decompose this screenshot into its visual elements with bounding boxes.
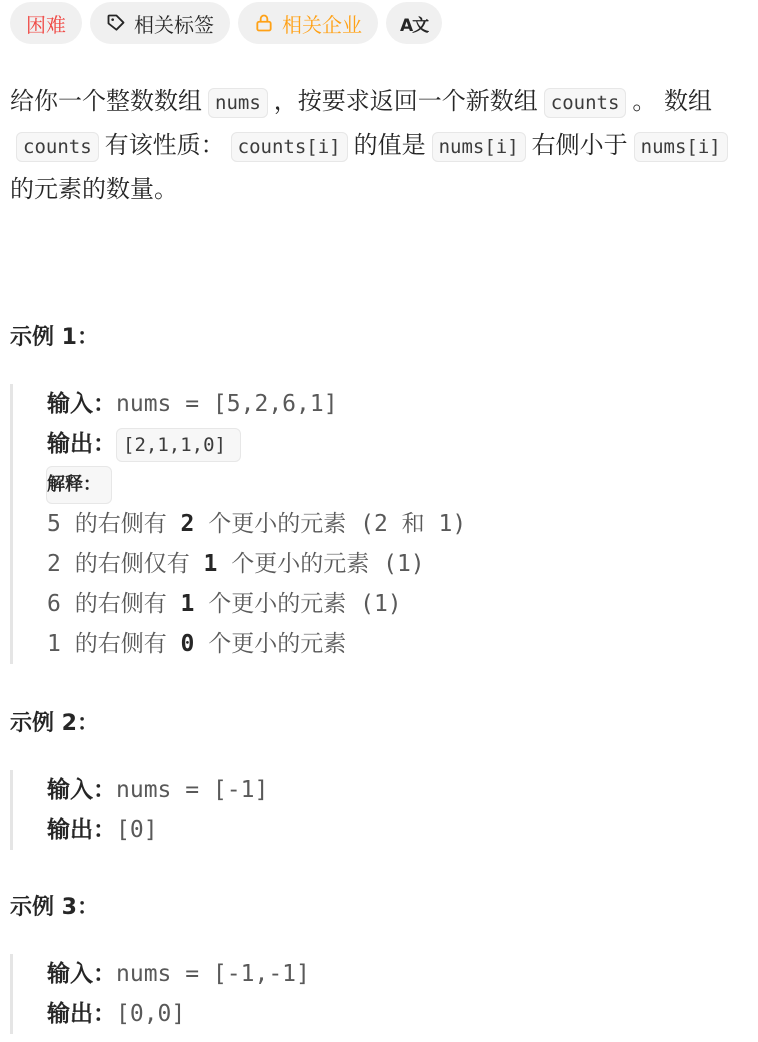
explanation-line: 6 的右侧有 1 个更小的元素 (1) bbox=[47, 591, 402, 617]
output-value: [2,1,1,0] bbox=[116, 428, 241, 462]
example-input: 输入：nums = [-1,-1] bbox=[47, 961, 310, 987]
inline-code: counts bbox=[544, 88, 627, 118]
explanation-line: 2 的右侧仅有 1 个更小的元素 (1) bbox=[47, 551, 425, 577]
example-3-title: 示例 3： bbox=[10, 895, 99, 920]
example-output: 输出： [2,1,1,0] bbox=[47, 424, 466, 464]
inline-code: counts bbox=[16, 132, 99, 162]
example-2-block bbox=[10, 770, 268, 850]
example-2-title: 示例 2： bbox=[10, 711, 99, 736]
example-explanation-label: 解释： bbox=[47, 464, 466, 504]
difficulty-badge[interactable] bbox=[10, 2, 82, 44]
lock-icon bbox=[254, 13, 274, 33]
explanation-line: 1 的右侧有 0 个更小的元素 bbox=[47, 631, 347, 657]
difficulty-label: 困难 bbox=[26, 12, 66, 37]
example-1-block bbox=[10, 384, 466, 664]
example-output: 输出：[0,0] bbox=[47, 1001, 186, 1027]
related-companies-button[interactable] bbox=[238, 2, 378, 44]
example-1-title: 示例 1： bbox=[10, 325, 99, 350]
example-input: 输入：nums = [5,2,6,1] bbox=[47, 391, 338, 417]
example-output: 输出：[0] bbox=[47, 817, 158, 843]
inline-code: counts[i] bbox=[231, 132, 348, 162]
inline-code: nums[i] bbox=[634, 132, 728, 162]
related-companies-label: 相关企业 bbox=[282, 12, 362, 37]
inline-code: nums[i] bbox=[432, 132, 526, 162]
tag-icon bbox=[106, 13, 126, 33]
description-paragraph-1: 给你一个整数数组 nums ，按要求返回一个新数组 counts 。 数组counts 有该性质： counts[i] 的值是 nums[i] 右侧小于 nums[i]的元素的数量。 bbox=[10, 80, 754, 210]
related-topics-button[interactable] bbox=[90, 2, 230, 44]
explanation-line: 5 的右侧有 2 个更小的元素 (2 和 1) bbox=[47, 511, 467, 537]
translate-icon: A文 bbox=[400, 15, 429, 36]
inline-code: nums bbox=[208, 88, 268, 118]
related-topics-label: 相关标签 bbox=[134, 12, 214, 37]
tag-bar bbox=[10, 2, 442, 44]
translate-button[interactable] bbox=[386, 2, 442, 44]
problem-description bbox=[10, 80, 754, 210]
example-3-block bbox=[10, 954, 310, 1034]
example-input: 输入：nums = [-1] bbox=[47, 777, 269, 803]
